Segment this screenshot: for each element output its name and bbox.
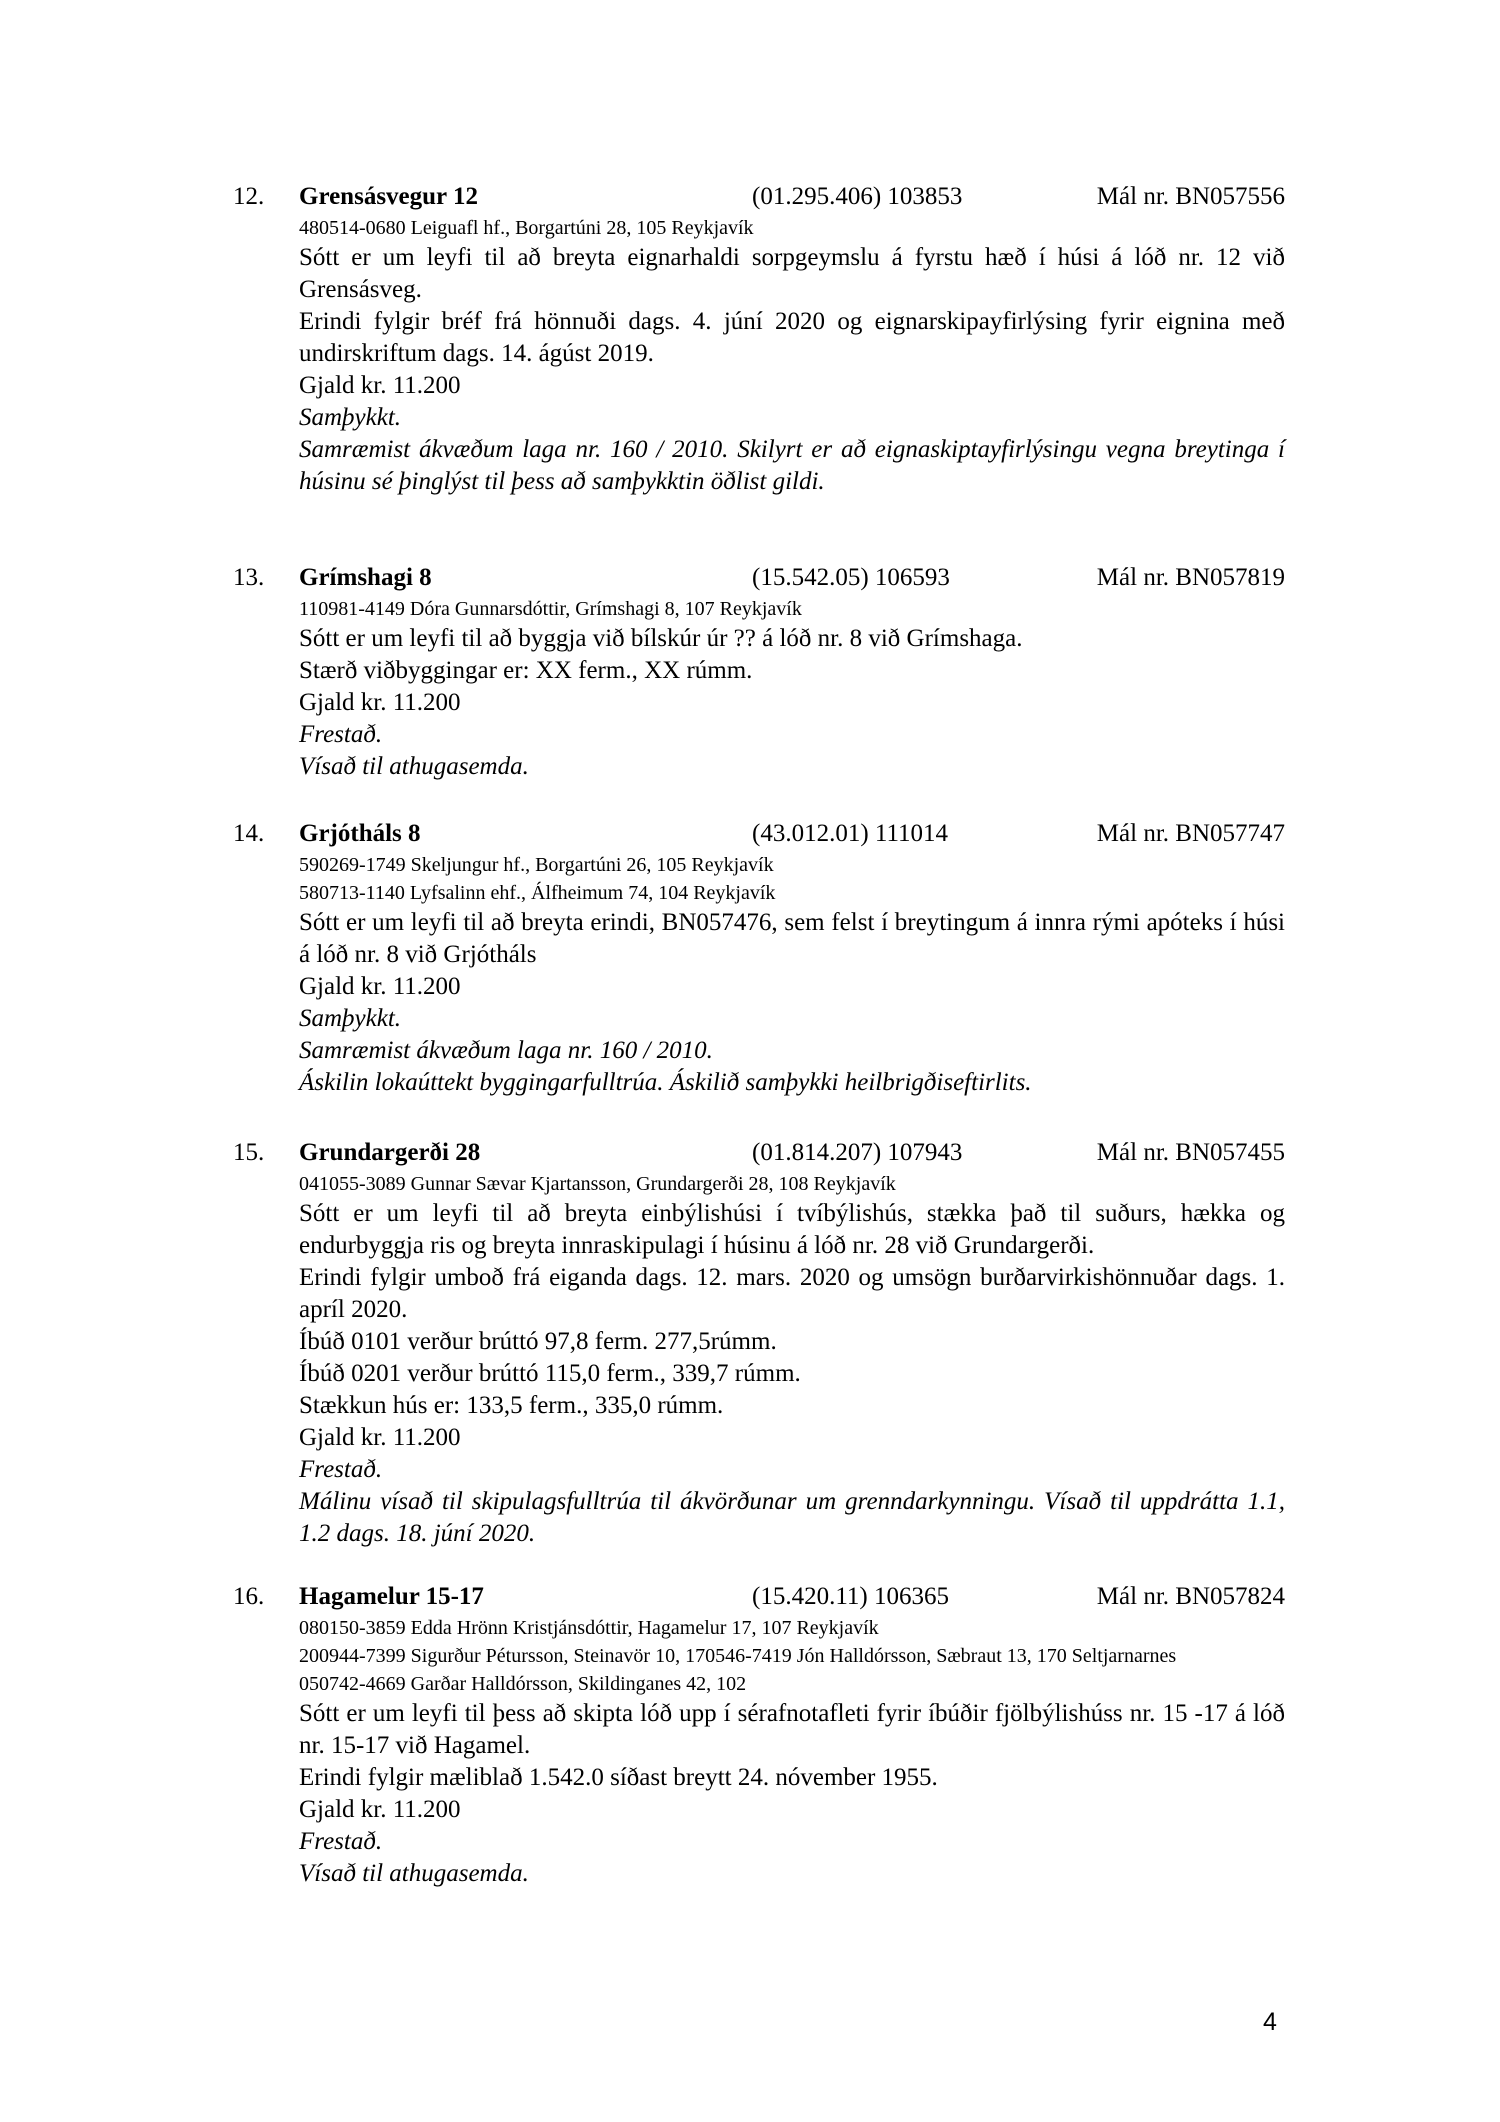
case-number: 13. — [233, 564, 265, 591]
applicant: 580713-1140 Lyfsalinn ehf., Álfheimum 74, 104 Reykjavík — [299, 882, 776, 904]
applicant: 590269-1749 Skeljungur hf., Borgartúni 26, 105 Reykjavík — [299, 854, 774, 876]
case-header — [233, 817, 1285, 851]
case-title: Grímshagi 8 — [299, 564, 432, 591]
case-id: Mál nr. BN057819 — [1096, 564, 1285, 591]
fee: Gjald kr. 11.200 — [299, 689, 461, 716]
application-description: Sótt er um leyfi til að byggja við bílskúr úr ?? á lóð nr. 8 við Grímshaga. — [299, 625, 1023, 652]
decision: Frestað. — [299, 1456, 383, 1483]
size-info: Íbúð 0101 verður brúttó 97,8 ferm. 277,5rúmm. — [299, 1328, 777, 1355]
case-body — [299, 851, 1285, 1099]
applicant: 041055-3089 Gunnar Sævar Kjartansson, Grundargerði 28, 108 Reykjavík — [299, 1173, 896, 1195]
case-header — [233, 180, 1285, 214]
case-body — [299, 595, 1285, 783]
fee: Gjald kr. 11.200 — [299, 1796, 461, 1823]
application-details: Erindi fylgir mæliblað 1.542.0 síðast breytt 24. nóvember 1955. — [299, 1764, 938, 1791]
page-number: 4 — [1263, 2008, 1277, 2036]
case-id: Mál nr. BN057747 — [1096, 820, 1285, 847]
application-details: Erindi fylgir bréf frá hönnuði dags. 4. júní 2020 og eignarskipayfirlýsing fyrir eignina með undirskriftum dags. 14. ágúst 2019. — [299, 308, 1285, 367]
property-code: (01.814.207) 107943 — [752, 1139, 963, 1166]
decision: Frestað. — [299, 721, 383, 748]
applicant: 480514-0680 Leiguafl hf., Borgartúni 28, 105 Reykjavík — [299, 217, 754, 239]
application-description: Sótt er um leyfi til að breyta erindi, BN057476, sem felst í breytingum á innra rými apóteks í húsi á lóð nr. 8 við Grjótháls — [299, 909, 1285, 968]
property-code: (15.420.11) 106365 — [752, 1583, 949, 1610]
size-info: Stærð viðbyggingar er: XX ferm., XX rúmm. — [299, 657, 753, 684]
applicant: 200944-7399 Sigurður Pétursson, Steinavör 10, 170546-7419 Jón Halldórsson, Sæbraut 13, 170 Seltjarnarnes — [299, 1645, 1177, 1667]
case-id: Mál nr. BN057824 — [1096, 1583, 1285, 1610]
case-item-13 — [233, 561, 1285, 783]
case-number: 12. — [233, 183, 265, 210]
decision: Samþykkt. — [299, 1005, 402, 1032]
case-body — [299, 1170, 1285, 1550]
fee: Gjald kr. 11.200 — [299, 372, 461, 399]
application-description: Sótt er um leyfi til að breyta einbýlishúsi í tvíbýlishús, stækka það til suðurs, hækka og endurbyggja ris og breyta innraskipulagi í húsinu á lóð nr. 28 við Grundargerði. — [299, 1200, 1285, 1259]
case-title: Grensásvegur 12 — [299, 183, 478, 210]
case-header — [233, 1136, 1285, 1170]
applicant: 050742-4669 Garðar Halldórsson, Skildinganes 42, 102 — [299, 1673, 747, 1695]
application-details: Erindi fylgir umboð frá eiganda dags. 12. mars. 2020 og umsögn burðarvirkishönnuðar dags. 1. apríl 2020. — [299, 1264, 1285, 1323]
case-header — [233, 561, 1285, 595]
size-info: Stækkun hús er: 133,5 ferm., 335,0 rúmm. — [299, 1392, 724, 1419]
decision-note: Málinu vísað til skipulagsfulltrúa til ákvörðunar um grenndarkynningu. Vísað til uppdrátta 1.1, 1.2 dags. 18. júní 2020. — [299, 1488, 1285, 1547]
case-body — [299, 1614, 1285, 1890]
case-item-16 — [233, 1580, 1285, 1890]
decision-condition: Áskilin lokaúttekt byggingarfulltrúa. Áskilið samþykki heilbrigðiseftirlits. — [299, 1069, 1032, 1096]
case-title: Hagamelur 15-17 — [299, 1583, 484, 1610]
decision-note: Vísað til athugasemda. — [299, 1860, 529, 1887]
case-id: Mál nr. BN057556 — [1096, 183, 1285, 210]
applicant: 110981-4149 Dóra Gunnarsdóttir, Grímshagi 8, 107 Reykjavík — [299, 598, 802, 620]
case-id: Mál nr. BN057455 — [1096, 1139, 1285, 1166]
decision-note: Samræmist ákvæðum laga nr. 160 / 2010. — [299, 1037, 713, 1064]
property-code: (43.012.01) 111014 — [752, 820, 949, 847]
property-code: (15.542.05) 106593 — [752, 564, 950, 591]
case-item-14 — [233, 817, 1285, 1099]
case-item-12 — [233, 180, 1285, 498]
fee: Gjald kr. 11.200 — [299, 1424, 461, 1451]
application-description: Sótt er um leyfi til þess að skipta lóð upp í sérafnotafleti fyrir íbúðir fjölbýlishúss nr. 15 -17 á lóð nr. 15-17 við Hagamel. — [299, 1700, 1285, 1759]
case-title: Grjótháls 8 — [299, 820, 421, 847]
case-number: 15. — [233, 1139, 265, 1166]
application-description: Sótt er um leyfi til að breyta eignarhaldi sorpgeymslu á fyrstu hæð í húsi á lóð nr. 12 við Grensásveg. — [299, 244, 1285, 303]
size-info: Íbúð 0201 verður brúttó 115,0 ferm., 339,7 rúmm. — [299, 1360, 801, 1387]
applicant: 080150-3859 Edda Hrönn Kristjánsdóttir, Hagamelur 17, 107 Reykjavík — [299, 1617, 879, 1639]
case-number: 14. — [233, 820, 265, 847]
case-header — [233, 1580, 1285, 1614]
decision: Samþykkt. — [299, 404, 402, 431]
decision-note: Samræmist ákvæðum laga nr. 160 / 2010. Skilyrt er að eignaskiptayfirlýsingu vegna breytinga í húsinu sé þinglýst til þess að samþykktin öðlist gildi. — [299, 436, 1285, 495]
case-title: Grundargerði 28 — [299, 1139, 481, 1166]
decision-note: Vísað til athugasemda. — [299, 753, 529, 780]
fee: Gjald kr. 11.200 — [299, 973, 461, 1000]
property-code: (01.295.406) 103853 — [752, 183, 963, 210]
case-number: 16. — [233, 1583, 265, 1610]
case-item-15 — [233, 1136, 1285, 1550]
case-body — [299, 214, 1285, 498]
decision: Frestað. — [299, 1828, 383, 1855]
